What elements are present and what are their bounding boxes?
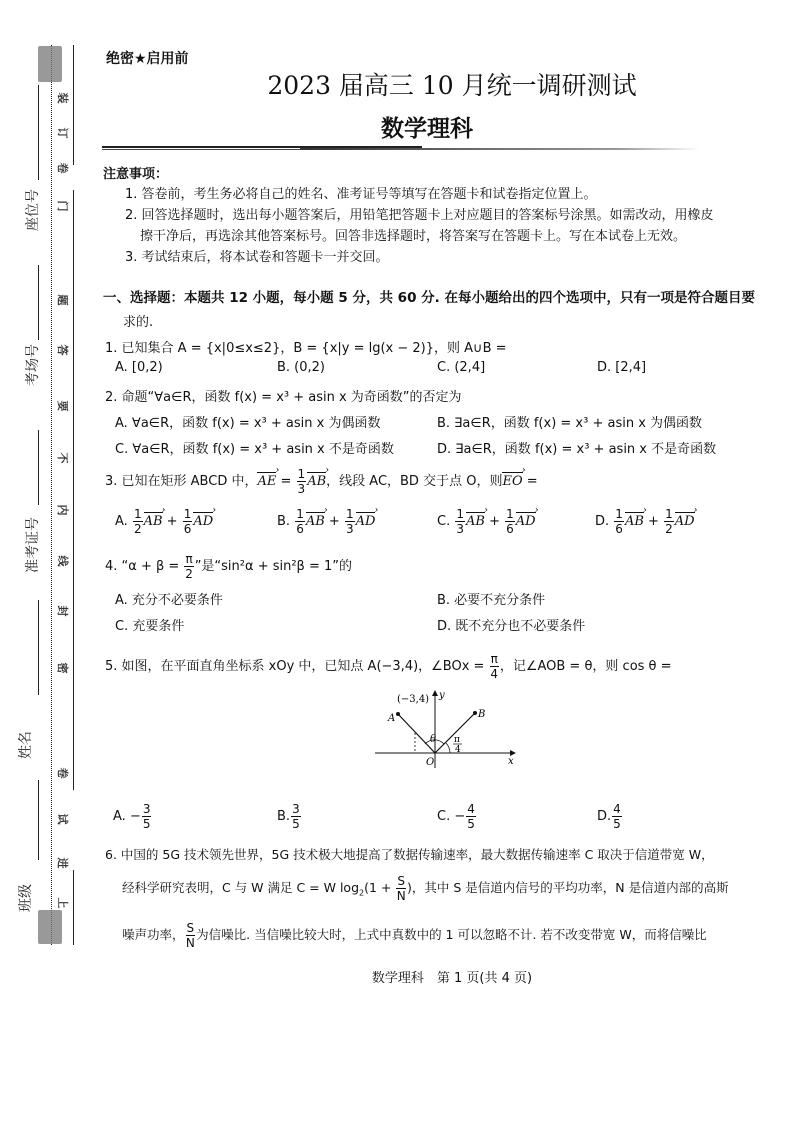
section-heading: 一、选择题：本题共 12 小题，每小题 5 分，共 60 分. 在每小题给出的四个选项中，只有一项是符合题目要 [103, 290, 755, 306]
frac-num: 1 [615, 507, 623, 521]
option-label: C. [437, 809, 451, 824]
fraction [614, 508, 624, 535]
angle-den: 4 [455, 745, 461, 755]
q6-text: 噪声功率， [122, 927, 185, 942]
option-label: A. [115, 514, 128, 529]
q6-text: (1 + [364, 880, 396, 895]
q4-option-c: C. 充要条件 [115, 619, 185, 634]
q5-option-a [113, 803, 152, 830]
frac-den: 5 [292, 817, 300, 831]
seal-char: 密 [56, 662, 69, 674]
seal-char: 内 [56, 504, 69, 516]
header-rule [300, 148, 700, 150]
q6-text: 经科学研究表明，C 与 W 满足 C = W log [122, 880, 360, 895]
vector-eo: EO › [502, 474, 522, 489]
seal-char: 题 [56, 294, 69, 306]
option-label: B. [277, 809, 291, 824]
q2-option-a: A. ∀a∈R，函数 f(x) = x³ + asin x 为偶函数 [115, 416, 381, 431]
frac-num: 1 [665, 507, 673, 521]
question-2-stem: 2. 命题“∀a∈R，函数 f(x) = x³ + asin x 为奇函数”的否定为 [105, 390, 462, 405]
frac-den: 6 [296, 522, 304, 536]
fraction [612, 803, 622, 830]
seal-char: 要 [56, 400, 69, 412]
frac-num: π [185, 552, 193, 566]
frac-den: 6 [183, 522, 192, 536]
q3-stem-text: 3. 已知在矩形 ABCD 中， [105, 474, 258, 489]
q3-stem-text: = [276, 474, 296, 489]
seal-char: 线 [56, 555, 69, 567]
q5-option-c [437, 803, 477, 830]
seal-char: 卷 [56, 767, 69, 779]
seal-char: 装 [56, 92, 69, 104]
field-underline [38, 780, 39, 860]
frac-num: 1 [345, 507, 354, 521]
point-b [473, 711, 477, 715]
frac-den: 2 [665, 522, 673, 536]
fraction [295, 508, 305, 535]
option-sign: − [454, 809, 466, 824]
seal-char: 门 [56, 200, 69, 212]
frac-num: S [186, 921, 195, 935]
vector-ad: AD › [356, 514, 376, 529]
field-class: 班级 [18, 884, 34, 912]
seal-char: 订 [56, 127, 69, 139]
q1-option-b: B. (0,2) [277, 360, 326, 375]
fraction [186, 922, 196, 949]
point-a [396, 712, 400, 716]
question-6-line-2 [122, 875, 729, 902]
origin-label: O [426, 757, 435, 768]
notice-item: 3. 考试结束后，将本试卷和答题卡一并交回。 [125, 250, 389, 265]
option-sign: − [129, 809, 141, 824]
question-5-stem [105, 653, 672, 680]
vector-ad: AD › [516, 514, 536, 529]
frac-num: 3 [142, 802, 151, 816]
vector-ab: AB › [625, 514, 644, 529]
q4-stem-text: 4. “α + β = [105, 559, 184, 574]
field-name: 姓名 [18, 731, 34, 759]
vector-ae: AE › [257, 474, 276, 489]
field-admission-number: 准考证号 [25, 517, 41, 573]
log-base: 2 [359, 888, 365, 898]
q6-text: ，其中 S 是信道内信号的平均功率，N 是信道内部的高斯 [411, 880, 729, 895]
notice-item: 擦干净后，再选涂其他答案标号。回答非选择题时，将答案写在答题卡上。写在本试卷上无效。 [140, 229, 687, 244]
fraction [396, 875, 406, 902]
seal-char: 进 [56, 857, 69, 869]
q2-option-b: B. ∃a∈R，函数 f(x) = x³ + asin x 为偶函数 [437, 416, 703, 431]
frac-den: 3 [297, 482, 306, 496]
fraction [455, 508, 465, 535]
fraction [490, 653, 499, 680]
q4-option-a: A. 充分不必要条件 [115, 593, 223, 608]
frac-den: 6 [506, 522, 514, 536]
frac-den: 5 [467, 817, 475, 831]
q4-option-d: D. 既不充分也不必要条件 [437, 619, 586, 634]
q1-option-d: D. [2,4] [597, 360, 647, 375]
frac-den: 2 [185, 567, 193, 581]
vector-ab: AB › [466, 514, 485, 529]
frac-num: π [490, 652, 498, 666]
fraction [184, 553, 193, 580]
question-6-line-3 [122, 922, 707, 949]
binding-rule [73, 190, 74, 790]
frac-den: 6 [615, 522, 623, 536]
frac-num: 3 [292, 802, 300, 816]
option-label: A. [113, 809, 126, 824]
angle-num: π [454, 735, 460, 745]
fold-dotted-line [51, 45, 52, 945]
confidential-mark: 绝密★启用前 [106, 51, 189, 67]
seal-char: 卷 [56, 162, 69, 174]
q3-stem-text: = [522, 474, 538, 489]
q4-option-b: B. 必要不充分条件 [437, 593, 546, 608]
x-label: x [508, 756, 514, 767]
field-underline [38, 600, 39, 695]
field-room-number: 考场号 [25, 344, 41, 386]
option-label: C. [437, 514, 451, 529]
seal-char: 答 [56, 344, 69, 356]
field-underline [38, 265, 39, 340]
exam-title: 2023 届高三 10 月统一调研测试 [267, 71, 637, 100]
q4-stem-text: ”是“sin²α + sin²β = 1”的 [194, 559, 353, 574]
point-a-label: A [388, 713, 396, 724]
fraction [345, 508, 355, 535]
frac-den: N [185, 936, 195, 950]
frac-num: 1 [456, 507, 464, 521]
binding-rule [73, 870, 74, 945]
vector-ad: AD › [193, 514, 213, 529]
q2-option-c: C. ∀a∈R，函数 f(x) = x³ + asin x 不是奇函数 [115, 442, 394, 457]
frac-den: 3 [456, 522, 464, 536]
coordinate-figure [370, 688, 520, 770]
frac-num: 1 [297, 467, 306, 481]
frac-den: 5 [142, 817, 151, 831]
option-label: D. [595, 514, 610, 529]
page-footer: 数学理科 第 1 页(共 4 页) [371, 971, 533, 986]
seal-char: 上 [56, 897, 69, 909]
fraction [183, 508, 193, 535]
frac-num: 1 [133, 507, 142, 521]
q6-text: ) [407, 880, 412, 895]
q2-option-d: D. ∃a∈R，函数 f(x) = x³ + asin x 不是奇函数 [437, 442, 717, 457]
notice-heading: 注意事项： [103, 167, 169, 182]
vector-ab: AB › [144, 514, 163, 529]
scan-blot [38, 910, 62, 944]
frac-den: 4 [490, 667, 499, 681]
q5-option-b [277, 803, 302, 830]
frac-den: 5 [613, 817, 621, 831]
q5-stem-text: ，记∠AOB = θ，则 cos θ = [499, 659, 672, 674]
frac-num: 1 [296, 507, 304, 521]
question-4-stem [105, 553, 352, 580]
y-label: y [439, 690, 445, 701]
y-axis-arrow [432, 690, 438, 696]
question-6-line-1: 6. 中国的 5G 技术领先世界，5G 技术极大地提高了数据传输速率，最大数据传输速率 C 取决于信道带宽 W， [105, 847, 714, 862]
notice-item: 1. 答卷前，考生务必将自己的姓名、准考证号等填写在答题卡和试卷指定位置上。 [125, 187, 597, 202]
q3-stem-text: ，线段 AC，BD 交于点 O，则 [326, 474, 503, 489]
field-underline [38, 430, 39, 505]
fraction [505, 508, 515, 535]
option-label: D. [597, 809, 612, 824]
question-1-stem: 1. 已知集合 A = {x|0≤x≤2}，B = {x|y = lg(x − 2)}，则 A∪B = [105, 341, 507, 356]
frac-num: 1 [506, 507, 514, 521]
fraction [133, 508, 143, 535]
pi4-arc [446, 743, 450, 753]
frac-num: 1 [183, 507, 192, 521]
question-3-stem [105, 468, 538, 495]
fraction [297, 468, 307, 495]
fraction [291, 803, 301, 830]
frac-den: N [396, 889, 406, 903]
fraction [466, 803, 476, 830]
q3-option-d: D. $\frac{1}{6}$ AB › + $\frac{1}{2}$ AD › [595, 508, 695, 535]
seal-char: 试 [56, 813, 69, 825]
binding-rule [73, 45, 74, 165]
vector-ab: AB › [306, 514, 325, 529]
frac-den: 2 [133, 522, 142, 536]
fraction [664, 508, 674, 535]
point-b-label: B [478, 709, 486, 720]
vector-ad: AD › [675, 514, 695, 529]
fraction [142, 803, 152, 830]
frac-num: 4 [613, 802, 621, 816]
q5-stem-text: 5. 如图，在平面直角坐标系 xOy 中，已知点 A(−3,4)，∠BOx = [105, 659, 489, 674]
exam-subject: 数学理科 [381, 116, 473, 142]
notice-item: 2. 回答选择题时，选出每小题答案后，用铅笔把答题卡上对应题目的答案标号涂黑。如需改动，用橡皮 [125, 208, 714, 223]
theta-label: θ [430, 734, 437, 745]
q3-option-b: B. $\frac{1}{6}$ AB › + $\frac{1}{3}$ AD › [277, 508, 375, 535]
seal-char: 不 [56, 452, 69, 464]
frac-num: 4 [467, 802, 475, 816]
q6-text: 为信噪比. 当信噪比较大时，上式中真数中的 1 可以忽略不计. 若不改变带宽 W，而将信噪比 [196, 927, 707, 942]
point-a-coord: (−3,4) [397, 694, 430, 705]
q3-option-c: C. $\frac{1}{3}$ AB › + $\frac{1}{6}$ AD › [437, 508, 536, 535]
q3-option-a: A. $\frac{1}{2}$ AB › + $\frac{1}{6}$ AD › [115, 508, 213, 535]
frac-num: S [397, 874, 405, 888]
q1-option-a: A. [0,2) [115, 360, 163, 375]
option-label: B. [277, 514, 291, 529]
q1-option-c: C. (2,4] [437, 360, 486, 375]
vector-ab: AB › [307, 474, 326, 489]
seal-char: 封 [56, 605, 69, 617]
frac-den: 3 [345, 522, 354, 536]
field-seat-number: 座位号 [25, 189, 41, 231]
section-heading-cont: 求的. [123, 315, 154, 330]
q5-option-d [597, 803, 623, 830]
